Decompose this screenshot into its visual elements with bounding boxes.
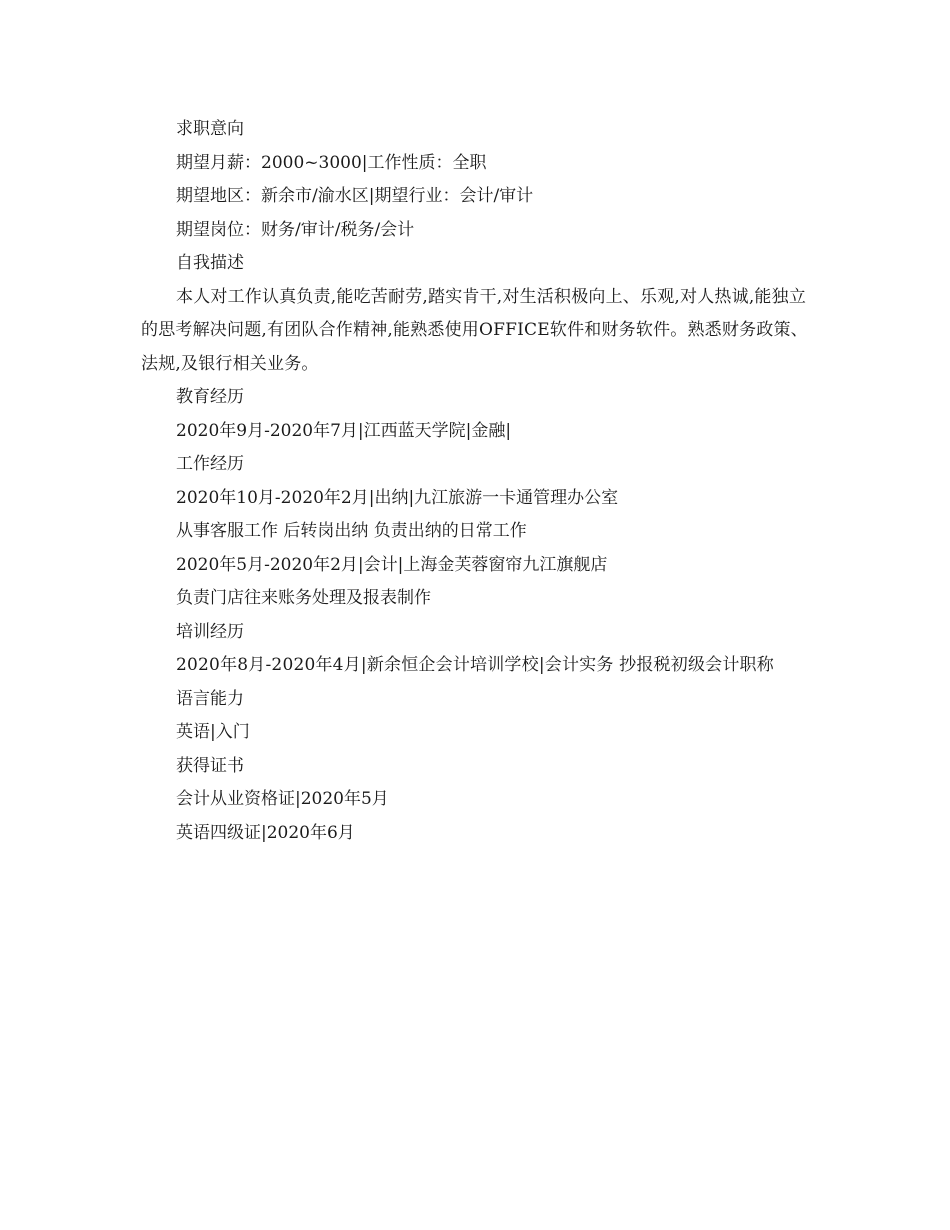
work-entry-description: 从事客服工作 后转岗出纳 负责出纳的日常工作 [176, 521, 527, 541]
self-description-heading: 自我描述 [176, 253, 244, 273]
certificate-entry: 英语四级证|2020年6月 [176, 822, 355, 843]
education-heading: 教育经历 [176, 387, 244, 407]
region-and-industry: 期望地区：新余市/渝水区|期望行业：会计/审计 [176, 186, 534, 206]
expected-position: 期望岗位：财务/审计/税务/会计 [176, 219, 415, 240]
resume-document [141, 113, 821, 850]
language-entry: 英语|入门 [176, 722, 250, 742]
job-intent-heading: 求职意向 [176, 119, 244, 139]
training-entry: 2020年8月-2020年4月|新余恒企会计培训学校|会计实务 抄报税初级会计职称 [176, 655, 774, 675]
salary-and-job-nature: 期望月薪：2000~3000|工作性质：全职 [176, 152, 487, 173]
training-heading: 培训经历 [176, 621, 244, 642]
language-heading: 语言能力 [176, 688, 244, 709]
self-description-text: 本人对工作认真负责,能吃苦耐劳,踏实肯干,对生活积极向上、乐观,对人热诚,能独立的思考解决问题,有团队合作精神,能熟悉使用OFFICE软件和财务软件。熟悉财务政策、法规,及银行相关业务。 [141, 286, 808, 374]
work-entry-description: 负责门店往来账务处理及报表制作 [176, 588, 431, 608]
work-entry: 2020年10月-2020年2月|出纳|九江旅游一卡通管理办公室 [176, 487, 619, 508]
work-experience-heading: 工作经历 [176, 454, 244, 474]
certificate-entry: 会计从业资格证|2020年5月 [176, 789, 389, 809]
work-entry: 2020年5月-2020年2月|会计|上海金芙蓉窗帘九江旗舰店 [176, 554, 608, 575]
certificate-heading: 获得证书 [176, 755, 244, 776]
education-entry: 2020年9月-2020年7月|江西蓝天学院|金融| [176, 420, 512, 441]
